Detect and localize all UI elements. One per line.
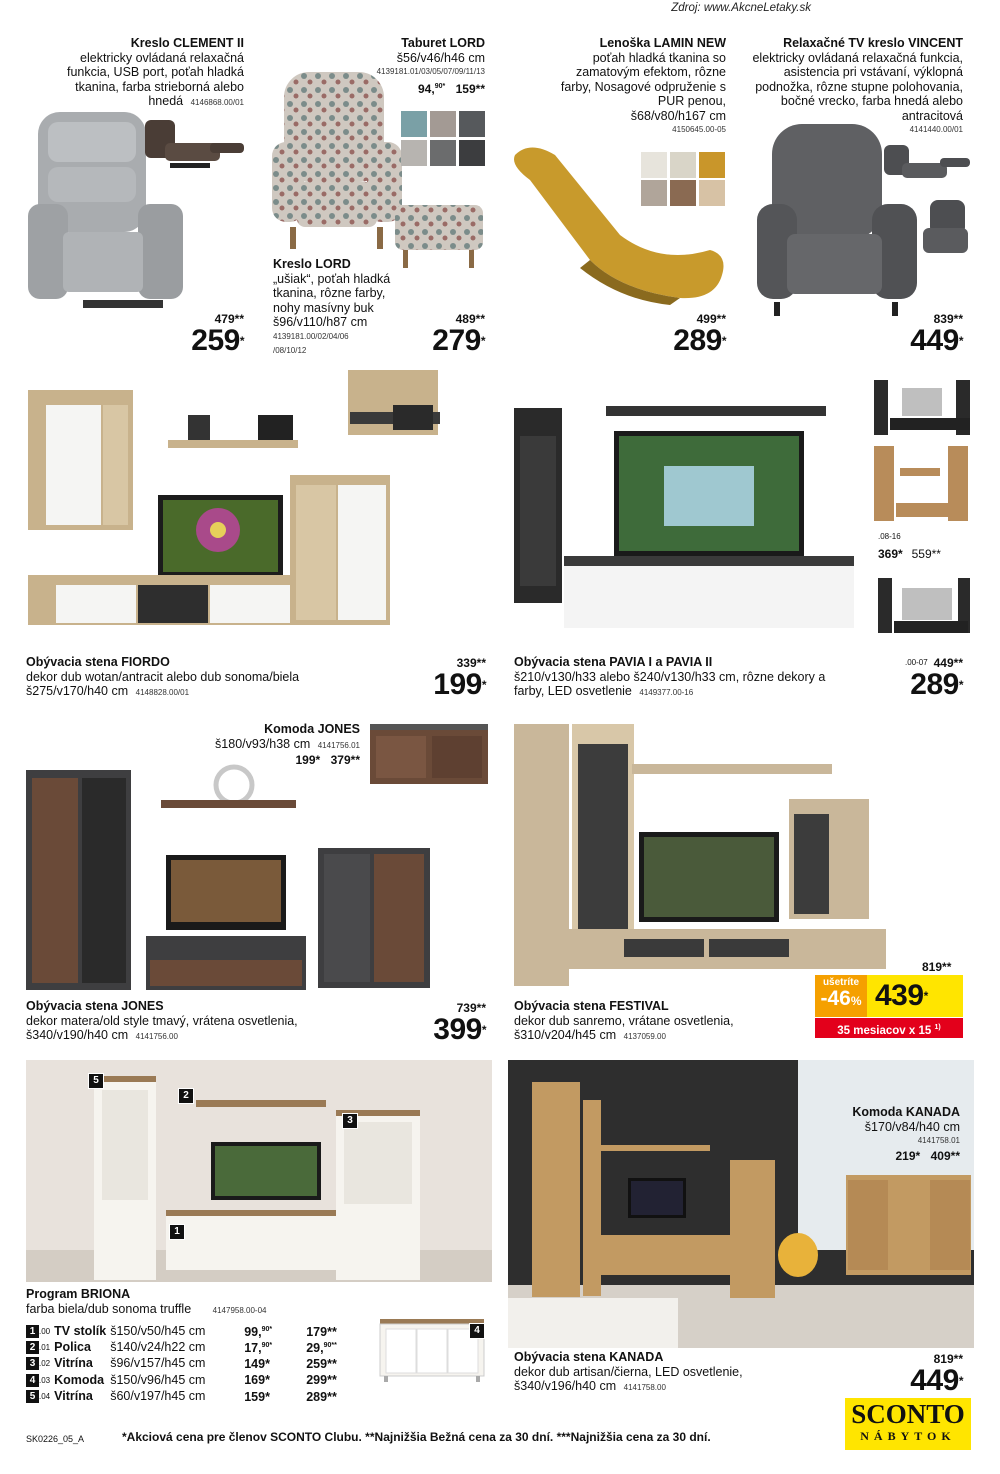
pavia-side-old-a: 559** [911,547,941,561]
festival-savings-badge [815,975,867,1017]
footer-note: *Akciová cena pre členov SCONTO Clubu. **Najnižšia Bežná cena za 30 dní. ***Najnižšia cena za 30 dní. [122,1430,711,1444]
briona-row-dims: š140/v24/h22 cm [110,1340,206,1355]
briona-row-code: .02 [39,1359,51,1369]
pavia-variants-image [872,378,972,640]
fiordo-price: 199* [433,668,486,701]
briona-title: Program BRIONA [26,1287,131,1301]
briona-row-price-cents: 90* [261,1342,273,1350]
kanada-dims: š340/v196/h40 cm [514,1379,617,1393]
taburet-title: Taburet LORD [401,36,485,50]
vincent-title: Relaxačné TV kreslo VINCENT [783,36,963,50]
briona-row-name: TV stolík [54,1324,107,1339]
briona-row-name: Vitrína [54,1388,93,1403]
briona-row-old-cents: 90** [323,1342,337,1350]
vincent-code: 4141440.00/01 [909,125,963,134]
briona-desc: farba biela/dub sonoma truffle [26,1301,192,1316]
briona-row-price: 159* [244,1389,270,1404]
festival-text [514,999,794,1045]
pavia-side-price-a: 369* [878,547,903,561]
briona-row-price: 99, [244,1325,262,1340]
fiordo-title: Obývacia stena FIORDO [26,655,170,669]
festival-save-pct: -46% [820,987,862,1010]
komoda-jones-dims: š180/v93/h38 cm [215,736,311,751]
komoda-jones-price: 199* [295,753,321,767]
sconto-logo-top: SCONTO [851,1399,965,1429]
jones-title: Obývacia stena JONES [26,999,164,1013]
pavia-code: 4149377.00-16 [639,688,694,697]
briona-row-code: .03 [39,1375,51,1385]
briona-row-code: .01 [39,1343,51,1353]
briona-row-old-price: 289** [306,1389,337,1404]
briona-row-old-price: 179** [306,1325,337,1340]
komoda-jones-image [370,724,488,786]
vincent-standing-image [918,198,973,258]
taburet-text [310,36,485,96]
briona-tag-2: 2 [178,1088,194,1104]
briona-product-table [26,1323,341,1404]
festival-price-box [867,975,963,1017]
clement-reclined-image [140,118,245,176]
fiordo-old-price: 339** [456,656,486,670]
vincent-old-price: 839** [933,312,963,326]
jones-wall-unit-image [26,760,326,990]
pavia-prices [873,656,963,700]
jones-vitrine-image [318,848,430,988]
briona-row-code: .04 [39,1391,51,1401]
kanada-title: Obývacia stena KANADA [514,1350,664,1364]
komoda-jones-old-price: 379** [330,753,360,767]
jones-prices [396,1001,486,1045]
clement-code: 4146868.00/01 [190,98,244,107]
taburet-dims: š56/v46/h46 cm [396,50,485,65]
briona-row-dims: š96/v157/h45 cm [110,1356,206,1371]
briona-row-price: 169* [244,1373,270,1388]
briona-row-old-price: 299** [306,1373,337,1388]
pavia-price: 289* [910,668,963,701]
festival-dims: š310/v204/h45 cm [514,1028,617,1042]
vincent-reclined-image [882,143,972,188]
kanada-old-price: 819** [933,1352,963,1366]
festival-old-price: 819** [922,960,952,974]
taburet-price: 94,$^{90*}$ [418,81,446,96]
pavia-text [514,655,844,701]
jones-price: 399* [433,1013,486,1046]
festival-desc: dekor dub sanremo, vrátane osvetlenia, [514,1013,734,1028]
lamin-old-price: 499** [696,312,726,326]
lamin-dims: š68/v80/h167 cm [630,108,726,123]
vincent-desc: elektricky ovládaná relaxačná funkcia, asistencia pri vstávaní, výklopná podnožka, rôzne stupne polohovania, bočné vrecko, farba hnedá alebo antracitová [752,50,963,123]
kanada-prices [873,1352,963,1396]
clement-title: Kreslo CLEMENT II [130,36,244,50]
lamin-text [560,36,726,138]
lord-price: 279* [432,324,485,357]
kanada-komoda-old-price: 409** [930,1148,960,1163]
briona-row-number: 3 [26,1357,39,1370]
lamin-prices [636,312,726,356]
briona-row-number: 1 [26,1325,39,1338]
festival-installment-banner: 35 mesiacov x 15 $^{1)}$ [815,1018,963,1038]
briona-row-price: 149* [244,1357,270,1372]
clement-prices [150,312,244,356]
briona-tag-3: 3 [342,1113,358,1129]
festival-code: 4137059.00 [623,1032,666,1041]
pavia-side-code-a: .08-16 [878,532,901,541]
briona-row [26,1339,341,1355]
briona-row-number: 5 [26,1390,39,1403]
briona-row-dims: š150/v96/h45 cm [110,1372,206,1387]
fiordo-prices [396,656,486,700]
briona-row-price: 17, [244,1341,262,1356]
briona-row-code: .00 [39,1327,51,1337]
clement-old-price: 479** [214,312,244,326]
briona-row [26,1388,341,1404]
briona-row-old-price: 29, [306,1341,324,1356]
clement-price: 259* [191,324,244,357]
briona-row-name: Polica [54,1340,91,1355]
taburet-old-price: 159** [455,81,485,96]
jones-code: 4141756.00 [135,1032,178,1041]
clement-desc: elektricky ovládaná relaxačná funkcia, USB port, poťah hladká tkanina, farba strieborná alebo hnedá [66,50,244,108]
pavia-old-price: 449** [933,656,963,670]
clement-text [62,36,244,111]
lord-code2: /08/10/12 [273,346,307,355]
fiordo-text [26,655,356,701]
briona-text [26,1287,366,1318]
fiordo-code: 4148828.00/01 [135,688,190,697]
lord-desc: „ušiak“, poťah hladká tkanina, rôzne farby, nohy masívny buk [273,271,391,315]
briona-tag-5: 5 [88,1073,104,1089]
festival-title: Obývacia stena FESTIVAL [514,999,669,1013]
sconto-logo[interactable] [845,1398,971,1450]
lord-dims: š96/v110/h87 cm [273,315,368,329]
briona-code: 4147958.00-04 [212,1305,267,1315]
lamin-price: 289* [673,324,726,357]
jones-desc: dekor matera/old style tmavý, vrátena osvetlenia, [26,1013,298,1028]
kanada-komoda-dims: š170/v84/h40 cm [864,1119,960,1134]
footer-code: SK0226_05_A [26,1434,85,1444]
briona-row-dims: š60/v197/h45 cm [110,1388,206,1403]
briona-row-name: Komoda [54,1372,105,1387]
pavia-desc: š210/v130/h33 alebo š240/v130/h33 cm, rôzne dekory a farby, LED osvetlenie [514,669,826,698]
briona-row-price-cents: 90* [261,1326,273,1333]
jones-dims: š340/v190/h40 cm [26,1028,129,1042]
briona-room-image [26,1060,492,1282]
source-credit: Zdroj: www.AkcneLetaky.sk [671,2,811,14]
briona-row [26,1323,341,1339]
festival-price: 439* [875,979,928,1012]
kanada-price: 449* [910,1364,963,1397]
lord-armchair-image [272,72,402,272]
kanada-code: 4141758.00 [623,1383,666,1392]
lord-code: 4139181.00/02/04/06 [273,331,349,341]
pavia-side-prices-a [878,545,941,563]
briona-row-dims: š150/v50/h45 cm [110,1324,206,1339]
lord-prices [395,312,485,356]
festival-wall-unit-image [514,724,886,994]
taburet-code: 4139181.01/03/05/07/09/11/13 [376,67,485,76]
sconto-logo-bottom: NÁBYTOK [860,1429,956,1443]
pavia-side-code-b: .00-07 [905,658,928,667]
vincent-prices [873,312,963,356]
briona-row-name: Vitrína [54,1356,93,1371]
vincent-text [750,36,963,138]
briona-tag-1: 1 [169,1224,185,1240]
jones-text [26,999,356,1045]
lord-text [273,257,408,359]
kanada-komoda-title: Komoda KANADA [852,1105,960,1119]
briona-row-old-price: 259** [306,1357,337,1372]
briona-row [26,1355,341,1371]
fiordo-dims: š275/v170/h40 cm [26,684,129,698]
komoda-jones-title: Komoda JONES [264,722,360,736]
briona-row [26,1371,341,1387]
pavia-title: Obývacia stena PAVIA I a PAVIA II [514,655,713,669]
vincent-price: 449* [910,324,963,357]
jones-old-price: 739** [456,1001,486,1015]
lamin-code: 4150645.00-05 [672,125,726,134]
kanada-komoda-text [820,1105,960,1163]
festival-save-label: ušetríte [822,977,860,988]
fiordo-desc: dekor dub wotan/antracit alebo dub sonoma/biela [26,669,300,684]
kanada-room-image [508,1060,974,1348]
kanada-komoda-price: 219* [895,1148,921,1163]
pavia-wall-unit-image [514,396,859,636]
fiordo-wall-unit-image [28,370,488,632]
kanada-text [514,1350,804,1396]
kanada-komoda-code: 4141758.01 [917,1136,960,1145]
lamin-title: Lenoška LAMIN NEW [599,36,726,50]
briona-row-number: 2 [26,1341,39,1354]
kanada-desc: dekor dub artisan/čierna, LED osvetlenie, [514,1364,743,1379]
lamin-desc: poťah hladká tkanina so zamatovým efektom, rôzne farby, Nosagové odpruženie s PUR penou, [560,50,726,108]
briona-tag-4: 4 [469,1323,485,1339]
lord-title: Kreslo LORD [273,257,351,271]
komoda-jones-code: 4141756.01 [317,740,360,750]
lord-old-price: 489** [455,312,485,326]
briona-row-number: 4 [26,1374,39,1387]
